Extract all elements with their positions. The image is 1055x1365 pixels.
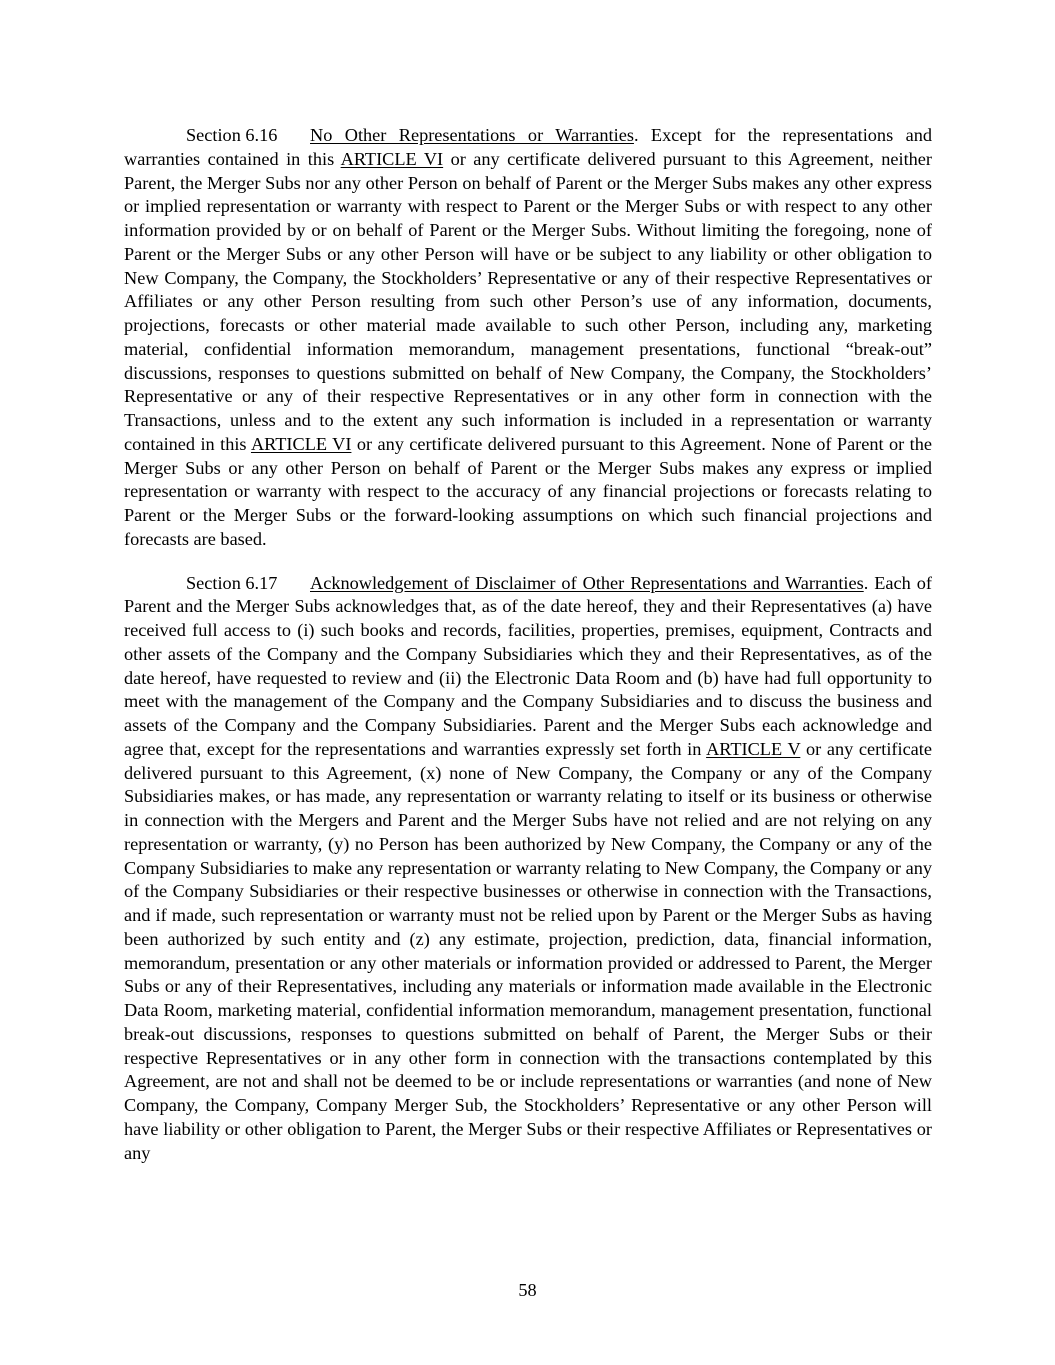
section-text: Except for the representations and warranties contained in this [124,125,932,169]
section-heading: Acknowledgement of Disclaimer of Other Representations and Warranties [310,572,864,593]
heading-punctuation: . [633,125,639,145]
page-number: 58 [518,1280,537,1300]
section-text: or any certificate delivered pursuant to this Agreement, neither Parent, the Merger Subs nor any other Person on behalf of Parent or the Merger Subs makes any other express or implied representation or warranty with respect to Parent or the Merger Subs or with respect to any other information provided by or on behalf of Parent or the Merger Subs. Without limiting the foregoing, none of Parent or the Merger Subs or any other Person will have or be subject to any liability or other obligation to New Company, the Company, the Stockholders’ Representative or any of their respective Representatives or Affiliates or any other Person resulting from such other Person’s use of any information, documents, projections, forecasts or other material made available to such other Person, including any, marketing material, confidential information memorandum, management presentations, functional “break-out” discussions, responses to questions submitted on behalf of New Company, the Company, the Stockholders’ Representative or any of their respective Representatives or in any other form in connection with the Transactions, unless and to the extent any such information is included in a representation or warranty contained in this [124,148,932,454]
heading-punctuation: . [863,572,869,593]
article-reference: ARTICLE V [706,738,801,759]
article-reference: ARTICLE VI [340,148,444,169]
section-number: Section 6.16 [186,125,278,145]
section-text: or any certificate delivered pursuant to this Agreement. None of Parent or the Merger Subs or any other Person on behalf of Parent or the Merger Subs makes any express or implied representation or warranty with respect to the accuracy of any financial projections or forecasts relating to Parent or the Merger Subs or the forward-looking assumptions on which such financial projections and forecasts are based. [124,433,933,549]
section-text: or any certificate delivered pursuant to this Agreement, (x) none of New Company, the Company or any of the Company Subsidiaries makes, or has made, any representation or warranty relating to itself or its business or otherwise in connection with the Mergers and Parent and the Merger Subs have not relied and are not relying on any representation or warranty, (y) no Person has been authorized by New Company, the Company or any of the Company Subsidiaries to make any representation or warranty relating to New Company, the Company or any of the Company Subsidiaries or their respective businesses or otherwise in connection with the Transactions, and if made, such representation or warranty must not be relied upon by Parent or the Merger Subs as having been authorized by such entity and (z) any estimate, projection, prediction, data, financial information, memorandum, presentation or any other materials or information provided or addressed to Parent, the Merger Subs or any of their Representatives, including any materials or information made available in the Electronic Data Room, marketing material, confidential information memorandum, management presentation, functional break-out discussions, responses to questions submitted on behalf of Parent, the Merger Subs or their respective Representatives or in any other form in connection with the transactions contemplated by this Agreement, are not and shall not be deemed to be or include representations or warranties (and none of New Company, the Company, Company Merger Sub, the Stockholders’ Representative or any other Person will have liability or other obligation to Parent, the Merger Subs or their respective Affiliates or Representatives or any [124,738,932,1163]
section-number: Section 6.17 [186,572,278,593]
section-6-16-paragraph [124,124,932,552]
document-page [124,124,932,1165]
section-heading: No Other Representations or Warranties [310,125,634,145]
article-reference: ARTICLE VI [250,433,352,454]
section-text: Each of Parent and the Merger Subs acknowledges that, as of the date hereof, they and their Representatives (a) have received full access to (i) such books and records, facilities, properties, premises, equipment, Contracts and other assets of the Company and the Company Subsidiaries which they and their Representatives, as of the date hereof, have requested to review and (ii) the Electronic Data Room and (b) have had full opportunity to meet with the management of the Company and the Company Subsidiaries and to discuss the business and assets of the Company and the Company Subsidiaries. Parent and the Merger Subs each acknowledge and agree that, except for the representations and warranties expressly set forth in [124,572,933,759]
section-6-17-paragraph [124,572,932,1166]
